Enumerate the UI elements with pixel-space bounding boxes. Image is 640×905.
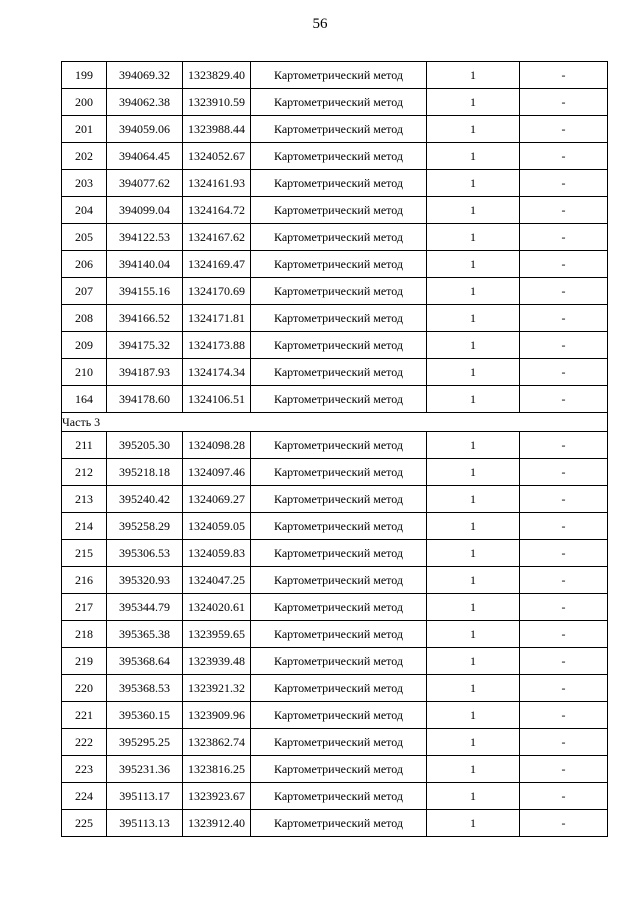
point-number-cell: 208 (62, 305, 107, 332)
y-coordinate-cell: 1324161.93 (183, 170, 251, 197)
accuracy-cell: 1 (427, 459, 520, 486)
y-coordinate-cell: 1323910.59 (183, 89, 251, 116)
description-cell: - (520, 648, 608, 675)
y-coordinate-cell: 1324173.88 (183, 332, 251, 359)
x-coordinate-cell: 394059.06 (107, 116, 183, 143)
description-cell: - (520, 143, 608, 170)
point-number-cell: 224 (62, 783, 107, 810)
point-number-cell: 204 (62, 197, 107, 224)
method-cell: Картометрический метод (251, 594, 427, 621)
table-row (62, 486, 608, 513)
description-cell: - (520, 810, 608, 837)
table-row (62, 224, 608, 251)
description-cell: - (520, 116, 608, 143)
y-coordinate-cell: 1324052.67 (183, 143, 251, 170)
x-coordinate-cell: 395205.30 (107, 432, 183, 459)
y-coordinate-cell: 1323909.96 (183, 702, 251, 729)
x-coordinate-cell: 394178.60 (107, 386, 183, 413)
point-number-cell: 217 (62, 594, 107, 621)
description-cell: - (520, 540, 608, 567)
x-coordinate-cell: 395365.38 (107, 621, 183, 648)
accuracy-cell: 1 (427, 143, 520, 170)
y-coordinate-cell: 1323988.44 (183, 116, 251, 143)
description-cell: - (520, 621, 608, 648)
table-row (62, 702, 608, 729)
description-cell: - (520, 513, 608, 540)
y-coordinate-cell: 1324167.62 (183, 224, 251, 251)
table-row (62, 116, 608, 143)
y-coordinate-cell: 1324174.34 (183, 359, 251, 386)
point-number-cell: 215 (62, 540, 107, 567)
method-cell: Картометрический метод (251, 675, 427, 702)
accuracy-cell: 1 (427, 486, 520, 513)
method-cell: Картометрический метод (251, 332, 427, 359)
accuracy-cell: 1 (427, 359, 520, 386)
x-coordinate-cell: 394077.62 (107, 170, 183, 197)
table-row (62, 621, 608, 648)
description-cell: - (520, 278, 608, 305)
description-cell: - (520, 89, 608, 116)
table-row (62, 332, 608, 359)
method-cell: Картометрический метод (251, 143, 427, 170)
point-number-cell: 205 (62, 224, 107, 251)
method-cell: Картометрический метод (251, 224, 427, 251)
x-coordinate-cell: 395295.25 (107, 729, 183, 756)
table-row (62, 567, 608, 594)
point-number-cell: 220 (62, 675, 107, 702)
method-cell: Картометрический метод (251, 729, 427, 756)
x-coordinate-cell: 394069.32 (107, 62, 183, 89)
description-cell: - (520, 197, 608, 224)
description-cell: - (520, 702, 608, 729)
method-cell: Картометрический метод (251, 305, 427, 332)
accuracy-cell: 1 (427, 251, 520, 278)
coordinates-table (61, 61, 608, 837)
description-cell: - (520, 594, 608, 621)
y-coordinate-cell: 1324170.69 (183, 278, 251, 305)
table-row (62, 783, 608, 810)
table-row (62, 143, 608, 170)
table-row (62, 305, 608, 332)
point-number-cell: 199 (62, 62, 107, 89)
page-number: 56 (312, 16, 328, 32)
method-cell: Картометрический метод (251, 783, 427, 810)
x-coordinate-cell: 395320.93 (107, 567, 183, 594)
table-row (62, 359, 608, 386)
description-cell: - (520, 756, 608, 783)
y-coordinate-cell: 1324106.51 (183, 386, 251, 413)
table-row (62, 170, 608, 197)
method-cell: Картометрический метод (251, 540, 427, 567)
description-cell: - (520, 386, 608, 413)
x-coordinate-cell: 394140.04 (107, 251, 183, 278)
accuracy-cell: 1 (427, 675, 520, 702)
description-cell: - (520, 432, 608, 459)
accuracy-cell: 1 (427, 89, 520, 116)
section-label: Часть 3 (62, 413, 608, 432)
section-row (62, 413, 608, 432)
description-cell: - (520, 783, 608, 810)
x-coordinate-cell: 394062.38 (107, 89, 183, 116)
point-number-cell: 203 (62, 170, 107, 197)
y-coordinate-cell: 1324164.72 (183, 197, 251, 224)
accuracy-cell: 1 (427, 170, 520, 197)
accuracy-cell: 1 (427, 540, 520, 567)
table-row (62, 459, 608, 486)
y-coordinate-cell: 1323912.40 (183, 810, 251, 837)
x-coordinate-cell: 395231.36 (107, 756, 183, 783)
y-coordinate-cell: 1323923.67 (183, 783, 251, 810)
description-cell: - (520, 729, 608, 756)
method-cell: Картометрический метод (251, 116, 427, 143)
description-cell: - (520, 62, 608, 89)
x-coordinate-cell: 394064.45 (107, 143, 183, 170)
accuracy-cell: 1 (427, 621, 520, 648)
point-number-cell: 211 (62, 432, 107, 459)
table-row (62, 729, 608, 756)
method-cell: Картометрический метод (251, 513, 427, 540)
method-cell: Картометрический метод (251, 810, 427, 837)
accuracy-cell: 1 (427, 513, 520, 540)
point-number-cell: 221 (62, 702, 107, 729)
description-cell: - (520, 332, 608, 359)
accuracy-cell: 1 (427, 197, 520, 224)
table-row (62, 675, 608, 702)
x-coordinate-cell: 395344.79 (107, 594, 183, 621)
x-coordinate-cell: 394187.93 (107, 359, 183, 386)
table-row (62, 62, 608, 89)
table-row (62, 197, 608, 224)
accuracy-cell: 1 (427, 756, 520, 783)
y-coordinate-cell: 1324047.25 (183, 567, 251, 594)
point-number-cell: 207 (62, 278, 107, 305)
x-coordinate-cell: 395306.53 (107, 540, 183, 567)
point-number-cell: 212 (62, 459, 107, 486)
point-number-cell: 210 (62, 359, 107, 386)
table-row (62, 251, 608, 278)
point-number-cell: 209 (62, 332, 107, 359)
accuracy-cell: 1 (427, 224, 520, 251)
y-coordinate-cell: 1324020.61 (183, 594, 251, 621)
point-number-cell: 223 (62, 756, 107, 783)
x-coordinate-cell: 394099.04 (107, 197, 183, 224)
x-coordinate-cell: 395258.29 (107, 513, 183, 540)
table-row (62, 756, 608, 783)
x-coordinate-cell: 394122.53 (107, 224, 183, 251)
description-cell: - (520, 459, 608, 486)
x-coordinate-cell: 395368.53 (107, 675, 183, 702)
point-number-cell: 202 (62, 143, 107, 170)
description-cell: - (520, 567, 608, 594)
y-coordinate-cell: 1323959.65 (183, 621, 251, 648)
accuracy-cell: 1 (427, 783, 520, 810)
accuracy-cell: 1 (427, 594, 520, 621)
y-coordinate-cell: 1323829.40 (183, 62, 251, 89)
x-coordinate-cell: 395218.18 (107, 459, 183, 486)
point-number-cell: 213 (62, 486, 107, 513)
y-coordinate-cell: 1324059.05 (183, 513, 251, 540)
description-cell: - (520, 251, 608, 278)
description-cell: - (520, 170, 608, 197)
point-number-cell: 206 (62, 251, 107, 278)
accuracy-cell: 1 (427, 567, 520, 594)
y-coordinate-cell: 1324169.47 (183, 251, 251, 278)
y-coordinate-cell: 1324069.27 (183, 486, 251, 513)
accuracy-cell: 1 (427, 278, 520, 305)
table-row (62, 89, 608, 116)
method-cell: Картометрический метод (251, 702, 427, 729)
point-number-cell: 225 (62, 810, 107, 837)
method-cell: Картометрический метод (251, 62, 427, 89)
table-row (62, 386, 608, 413)
table-row (62, 648, 608, 675)
accuracy-cell: 1 (427, 332, 520, 359)
x-coordinate-cell: 395368.64 (107, 648, 183, 675)
y-coordinate-cell: 1323921.32 (183, 675, 251, 702)
method-cell: Картометрический метод (251, 486, 427, 513)
accuracy-cell: 1 (427, 810, 520, 837)
method-cell: Картометрический метод (251, 432, 427, 459)
point-number-cell: 219 (62, 648, 107, 675)
point-number-cell: 218 (62, 621, 107, 648)
description-cell: - (520, 359, 608, 386)
point-number-cell: 201 (62, 116, 107, 143)
accuracy-cell: 1 (427, 62, 520, 89)
method-cell: Картометрический метод (251, 386, 427, 413)
method-cell: Картометрический метод (251, 197, 427, 224)
method-cell: Картометрический метод (251, 459, 427, 486)
y-coordinate-cell: 1323816.25 (183, 756, 251, 783)
method-cell: Картометрический метод (251, 359, 427, 386)
description-cell: - (520, 224, 608, 251)
x-coordinate-cell: 394155.16 (107, 278, 183, 305)
accuracy-cell: 1 (427, 729, 520, 756)
x-coordinate-cell: 395240.42 (107, 486, 183, 513)
x-coordinate-cell: 395113.17 (107, 783, 183, 810)
table-row (62, 540, 608, 567)
y-coordinate-cell: 1324097.46 (183, 459, 251, 486)
method-cell: Картометрический метод (251, 621, 427, 648)
y-coordinate-cell: 1324098.28 (183, 432, 251, 459)
accuracy-cell: 1 (427, 648, 520, 675)
description-cell: - (520, 675, 608, 702)
point-number-cell: 200 (62, 89, 107, 116)
y-coordinate-cell: 1323862.74 (183, 729, 251, 756)
method-cell: Картометрический метод (251, 170, 427, 197)
accuracy-cell: 1 (427, 386, 520, 413)
x-coordinate-cell: 395360.15 (107, 702, 183, 729)
table-row (62, 278, 608, 305)
point-number-cell: 214 (62, 513, 107, 540)
coordinates-table-body (62, 62, 608, 837)
accuracy-cell: 1 (427, 116, 520, 143)
table-row (62, 594, 608, 621)
method-cell: Картометрический метод (251, 278, 427, 305)
method-cell: Картометрический метод (251, 756, 427, 783)
x-coordinate-cell: 394175.32 (107, 332, 183, 359)
point-number-cell: 222 (62, 729, 107, 756)
accuracy-cell: 1 (427, 702, 520, 729)
table-row (62, 432, 608, 459)
method-cell: Картометрический метод (251, 648, 427, 675)
description-cell: - (520, 486, 608, 513)
table-row (62, 810, 608, 837)
accuracy-cell: 1 (427, 305, 520, 332)
accuracy-cell: 1 (427, 432, 520, 459)
x-coordinate-cell: 394166.52 (107, 305, 183, 332)
description-cell: - (520, 305, 608, 332)
point-number-cell: 164 (62, 386, 107, 413)
method-cell: Картометрический метод (251, 567, 427, 594)
y-coordinate-cell: 1324171.81 (183, 305, 251, 332)
point-number-cell: 216 (62, 567, 107, 594)
y-coordinate-cell: 1323939.48 (183, 648, 251, 675)
method-cell: Картометрический метод (251, 251, 427, 278)
table-row (62, 513, 608, 540)
x-coordinate-cell: 395113.13 (107, 810, 183, 837)
y-coordinate-cell: 1324059.83 (183, 540, 251, 567)
method-cell: Картометрический метод (251, 89, 427, 116)
